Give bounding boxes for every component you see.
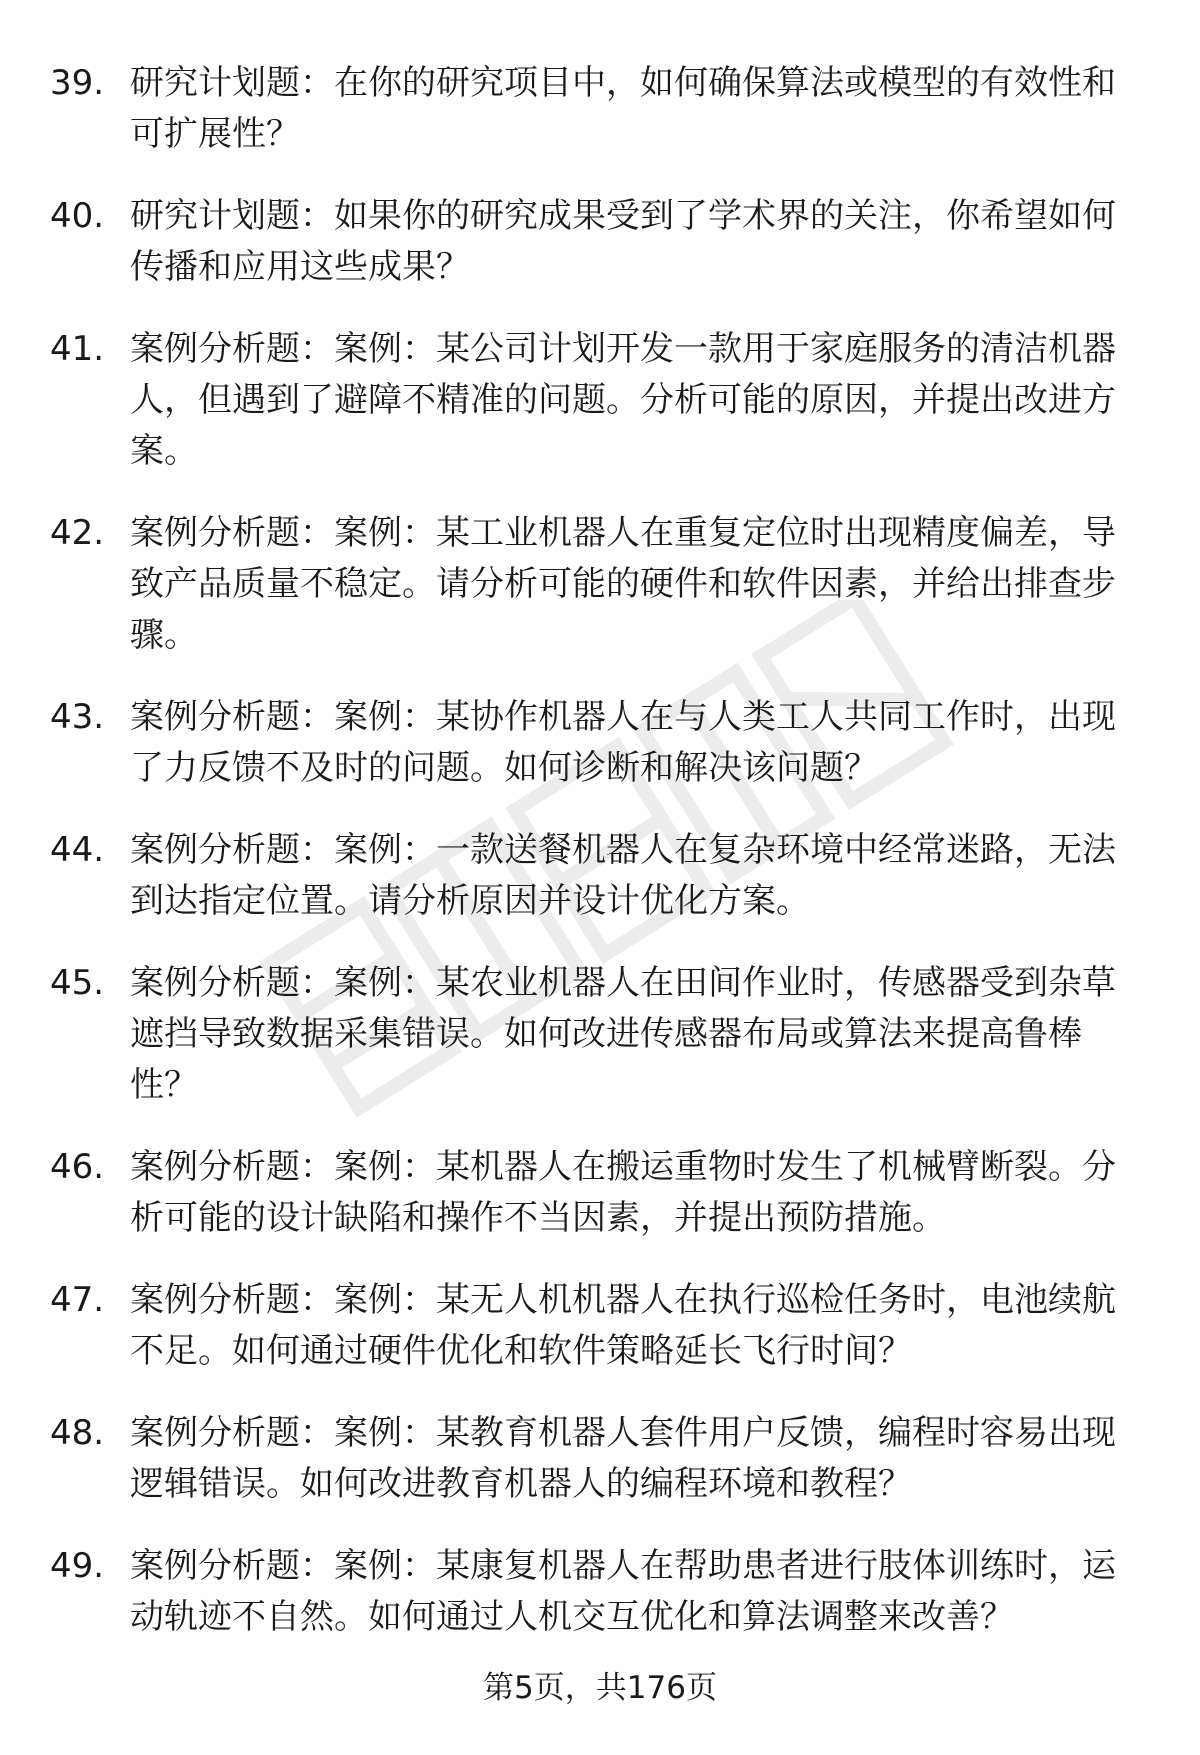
- question-text: 案例分析题：案例：某机器人在搬运重物时发生了机械臂断裂。分析可能的设计缺陷和操作不当因素，并提出预防措施。: [130, 1147, 1116, 1238]
- question-text: 研究计划题：在你的研究项目中，如何确保算法或模型的有效性和可扩展性？: [130, 63, 1116, 154]
- list-item: [0, 958, 1200, 1111]
- question-number: 41.: [50, 329, 105, 369]
- page-footer: 第5页，共176页: [483, 1670, 717, 1706]
- question-number: 43.: [50, 697, 105, 737]
- list-item: [0, 825, 1200, 927]
- question-number: 45.: [50, 963, 105, 1003]
- list-item: [0, 692, 1200, 794]
- list-item: [0, 1142, 1200, 1244]
- question-number: 44.: [50, 830, 105, 870]
- question-text: 案例分析题：案例：一款送餐机器人在复杂环境中经常迷路，无法到达指定位置。请分析原因并设计优化方案。: [130, 830, 1116, 921]
- question-text: 案例分析题：案例：某公司计划开发一款用于家庭服务的清洁机器人，但遇到了避障不精准的问题。分析可能的原因，并提出改进方案。: [130, 329, 1116, 471]
- question-text: 案例分析题：案例：某协作机器人在与人类工人共同工作时，出现了力反馈不及时的问题。如何诊断和解决该问题？: [130, 697, 1116, 788]
- question-list: [0, 58, 1200, 1674]
- list-item: [0, 58, 1200, 160]
- question-number: 46.: [50, 1147, 105, 1187]
- question-number: 48.: [50, 1413, 105, 1453]
- question-number: 47.: [50, 1280, 105, 1320]
- list-item: [0, 1275, 1200, 1377]
- question-text: 研究计划题：如果你的研究成果受到了学术界的关注，你希望如何传播和应用这些成果？: [130, 196, 1116, 287]
- list-item: [0, 508, 1200, 661]
- question-number: 39.: [50, 63, 105, 103]
- question-text: 案例分析题：案例：某教育机器人套件用户反馈，编程时容易出现逻辑错误。如何改进教育机器人的编程环境和教程？: [130, 1413, 1116, 1504]
- list-item: [0, 324, 1200, 477]
- question-text: 案例分析题：案例：某农业机器人在田间作业时，传感器受到杂草遮挡导致数据采集错误。如何改进传感器布局或算法来提高鲁棒性？: [130, 963, 1116, 1105]
- question-text: 案例分析题：案例：某工业机器人在重复定位时出现精度偏差，导致产品质量不稳定。请分析可能的硬件和软件因素，并给出排查步骤。: [130, 513, 1116, 655]
- question-number: 42.: [50, 513, 105, 553]
- list-item: [0, 1541, 1200, 1643]
- list-item: [0, 191, 1200, 293]
- question-text: 案例分析题：案例：某康复机器人在帮助患者进行肢体训练时，运动轨迹不自然。如何通过人机交互优化和算法调整来改善？: [130, 1546, 1116, 1637]
- question-text: 案例分析题：案例：某无人机机器人在执行巡检任务时，电池续航不足。如何通过硬件优化和软件策略延长飞行时间？: [130, 1280, 1116, 1371]
- list-item: [0, 1408, 1200, 1510]
- question-number: 40.: [50, 196, 105, 236]
- question-number: 49.: [50, 1546, 105, 1586]
